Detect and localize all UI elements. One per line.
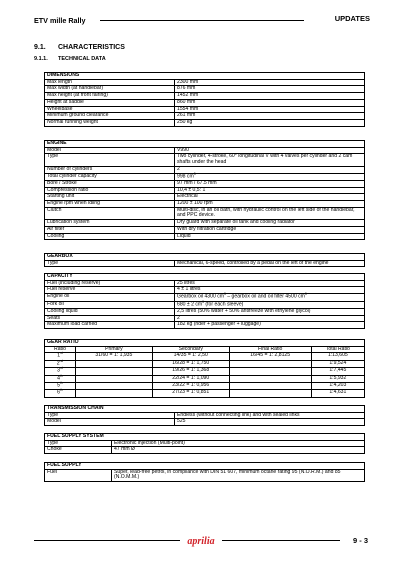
manual-title: ETV mille Rally [34,16,86,25]
table-row: Type Two cylinder, 4-stroke, 60° longitudinal V with 4 valves per cylinder and 2 cam shafts under the head [45,154,365,166]
svg-text:aprilia: aprilia [187,536,215,547]
aprilia-logo [181,533,221,547]
table-row: Type Endless (without connecting link) and with sealed links [45,412,365,419]
table-row: 2nd 16/28 = 1: 1,750 1:9,524 [45,360,365,367]
table-title: FUEL SUPPLY [45,463,365,470]
table-header-row: Ratio Primary Secondary Final Ratio Total Ratio [45,346,365,353]
table-row: Model 525 [45,419,365,426]
table-row: Choke 47 mm Ø [45,447,365,454]
subsection-heading [34,56,106,62]
table-row: Minimum ground clearance 261 mm [45,113,365,120]
table-title: TRANSMISSION CHAIN [45,406,365,413]
footer-rule-left [34,540,180,541]
transmission-chain-table [44,405,365,426]
table-title: CAPACITY [45,274,365,281]
table-row: Compression ratio 10,4 ± 0,5: 1 [45,187,365,194]
subsection-number: 9.1.1. [34,56,48,62]
table-row: Number of cylinders 2 [45,166,365,173]
table-row: 6th 27/23 = 1: 0,851 1:4,631 [45,390,365,397]
table-title: DIMENSIONS [45,73,365,80]
table-row: Max length 2300 mm [45,79,365,86]
table-row: Cooling liquid 2,5 litres (50% water + 50% antifreeze with ethylene glycol) [45,308,365,315]
table-row: Maximum load carried 182 kg (rider + passenger + luggage) [45,322,365,329]
table-row: Normal running weight 250 kg [45,119,365,126]
section-number: 9.1. [34,44,46,51]
table-row: Total cylinder capacity 998 $cm^3$ [45,173,365,180]
table-row: Clutch Multi-disc, in an oil bath, with hydraulic control on the left side of the handlebar, and PPC device. [45,207,365,219]
table-row: Fuel Super, lead-free petrol, in compliance with DIN 51 607, minimum octane rating 95 (N.O.R.M.) and 85 (N.O.M.M.) [45,469,365,481]
table-row: Max width (at handlebar) 876 mm [45,86,365,93]
table-row: Wheelbase 1554 mm [45,106,365,113]
fuel-supply-system-table [44,433,365,454]
table-row: Max height (at front fairing) 1452 mm [45,93,365,100]
table-row: 1st 31/60 = 1: 1,935 14/35 = 1: 2,50 16/45 = 1: 2,8125 1:13,605 [45,353,365,360]
table-row: Lubrication system Dry guard with separate oil tank and cooling radiator [45,220,365,227]
table-title: GEARBOX [45,254,365,261]
section-heading [34,44,125,51]
header-rule [100,20,304,21]
table-row: Bore / Stroke 97 mm / 67.5 mm [45,180,365,187]
footer-rule-right [222,540,340,541]
engine-table [44,140,365,240]
section-title: CHARACTERISTICS [58,44,125,51]
table-row: Height at saddle 860 mm [45,99,365,106]
page-number: 9 - 3 [352,536,368,545]
table-row: 4th 22/24 = 1: 1,090 1:5,932 [45,375,365,382]
table-row: Air filter With dry filtration cartridge [45,226,365,233]
table-row: Starting unit Electrical [45,194,365,201]
gear-ratio-table [44,339,365,398]
table-row: 3rd 19/26 = 1: 1,368 1:7,445 [45,368,365,375]
table-row: 5th 23/22 = 1: 0,956 1:4,203 [45,382,365,389]
table-row: Fuel (including reserve) 25 litres [45,280,365,287]
table-title: ENGINE [45,141,365,148]
table-title: GEAR RATIO [45,340,365,347]
section-tag: UPDATES [334,14,370,23]
subsection-title: TECHNICAL DATA [58,56,106,62]
fuel-supply-table [44,462,365,482]
table-row: Seats 2 [45,315,365,322]
capacity-table [44,273,365,329]
table-row: Fuel reserve 4 ± 1 litres [45,287,365,294]
table-row: Engine rpm when idling 1200 ± 100 rpm [45,201,365,208]
gearbox-table [44,253,365,267]
table-row: Engine oil Gearbox oil 4300 $cm^3$ – gearbox oil and oil filter 4500 $cm^3$ [45,294,365,301]
table-row: Fork oil 680 ± 2 $cm^3$ (for each sleeve) [45,301,365,308]
table-row: Model V990 [45,147,365,154]
table-row: Cooling Liquid [45,233,365,240]
table-row: Type Mechanical, 6-speed, controlled by a pedal on the left of the engine [45,260,365,267]
table-title: FUEL SUPPLY SYSTEM [45,434,365,441]
table-row: Type Electronic injection (Multi-point) [45,440,365,447]
dimensions-table [44,72,365,127]
